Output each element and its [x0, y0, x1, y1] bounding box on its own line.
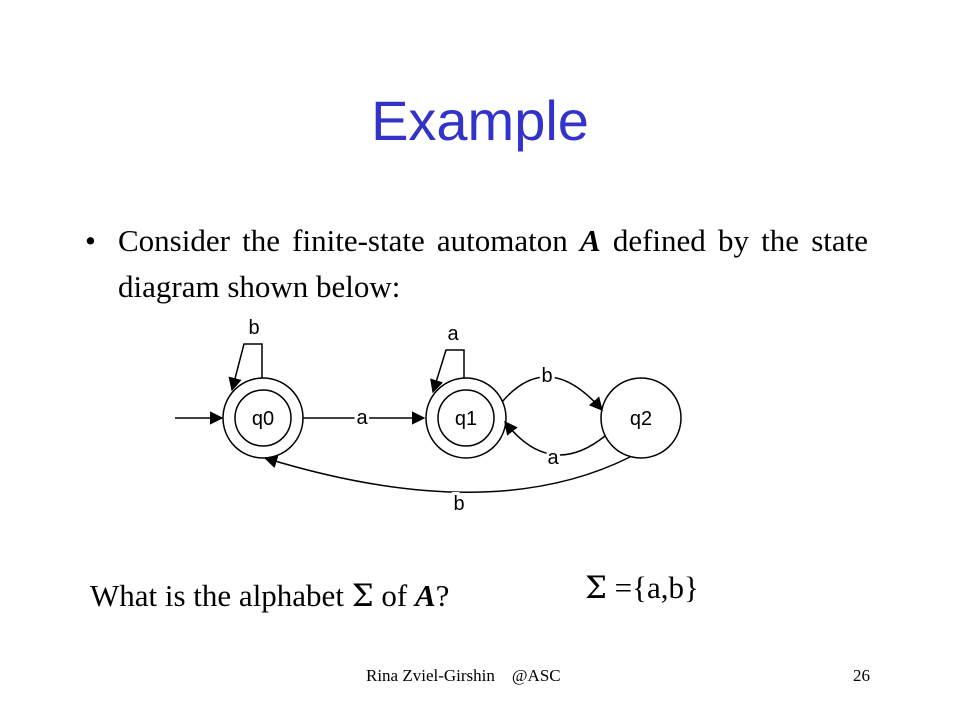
page-number: 26: [853, 666, 870, 685]
bullet-text: [118, 218, 868, 310]
answer-set: ={a,b}: [606, 570, 699, 605]
state-q2-label: q2: [629, 408, 653, 430]
transition-q0-q1: [303, 407, 424, 429]
slide-title: Example: [371, 89, 589, 152]
state-q2: [601, 378, 681, 458]
transition-q1-q2: [502, 365, 602, 410]
bullet-text-end: defined by the state diagram shown below:: [118, 223, 869, 304]
transition-q2-q1: [505, 422, 605, 469]
footer-author: Rina Zviel-Girshin @ASC: [366, 666, 561, 685]
question-text-start: What is the alphabet: [90, 578, 352, 613]
automaton-name: A: [414, 578, 436, 613]
sigma-symbol: Σ: [585, 570, 607, 606]
alphabet-answer: [585, 570, 699, 606]
state-q1-label: q1: [454, 408, 478, 430]
transition-q0-q0-label: b: [248, 317, 260, 339]
automaton-name: A: [579, 223, 601, 258]
transition-q1-q2-label: b: [541, 365, 553, 387]
transition-q1-q1-label: a: [447, 323, 459, 345]
transition-q2-q1-label: a: [547, 447, 559, 469]
transition-q2-q0: [265, 457, 630, 515]
bullet-text-start: Consider the finite-state automaton: [118, 223, 580, 258]
transition-q2-q0-label: b: [453, 493, 465, 515]
question-text-mid: of: [373, 578, 415, 613]
state-q0: [223, 378, 303, 458]
state-diagram: [170, 312, 710, 522]
state-q0-label: q0: [251, 408, 275, 430]
alphabet-question: [90, 578, 449, 614]
bullet-marker: •: [85, 223, 96, 258]
question-text-end: ?: [435, 578, 450, 613]
sigma-symbol: Σ: [351, 578, 374, 614]
transition-q0-q1-label: a: [356, 407, 368, 429]
state-q1: [426, 378, 506, 458]
